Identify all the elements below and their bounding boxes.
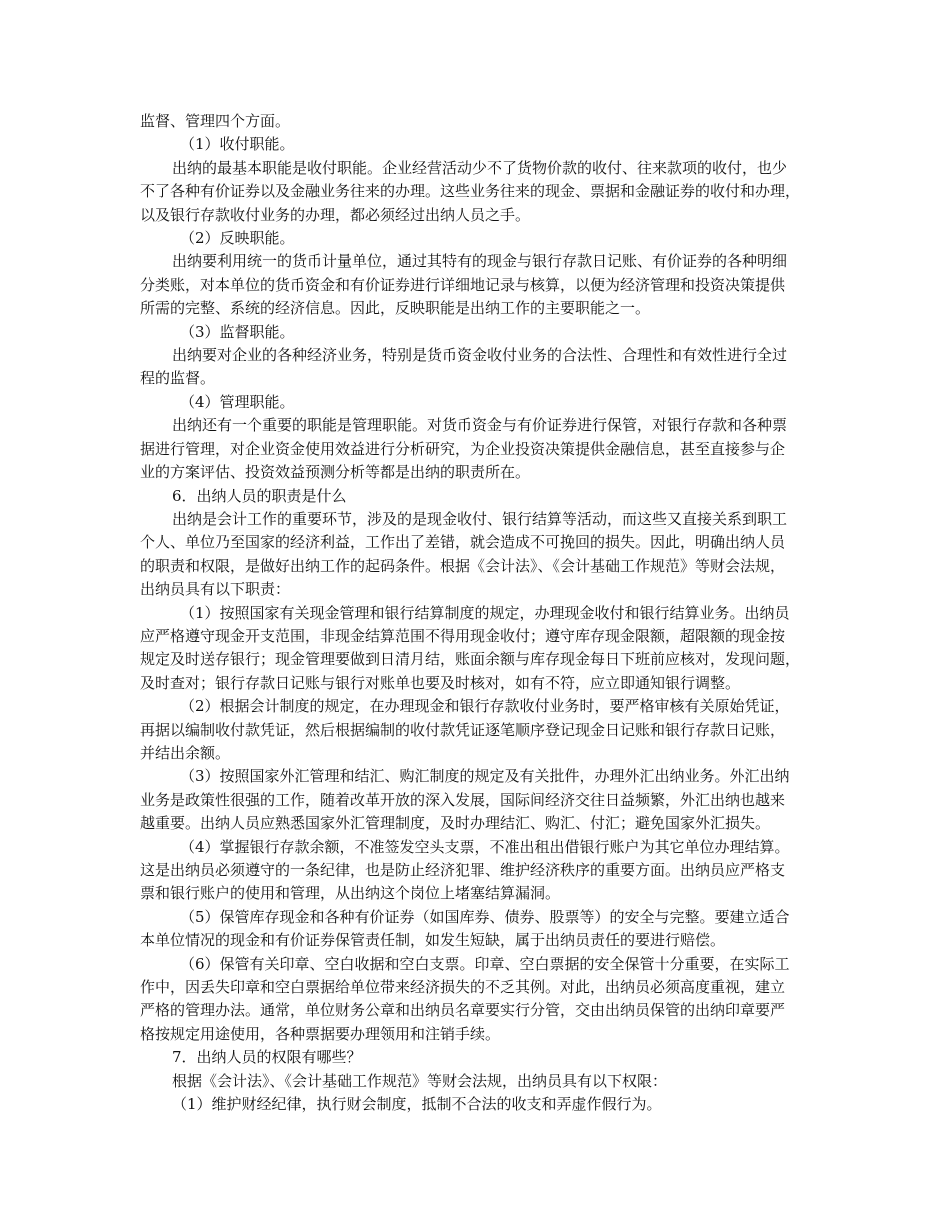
text-line: 规定及时送存银行；现金管理要做到日清月结，账面余额与库存现金每日下班前应核对，发现问题， [140, 650, 801, 669]
text-line: 本单位情况的现金和有价证券保管责任制，如发生短缺，属于出纳员责任的要进行赔偿。 [140, 931, 726, 950]
text-line: 并结出余额。 [140, 743, 231, 762]
text-line: （2）根据会计制度的规定，在办理现金和银行存款收付业务时，要严格审核有关原始凭证， [180, 697, 790, 716]
text-line: 票和银行账户的使用和管理，从出纳这个岗位上堵塞结算漏洞。 [140, 884, 561, 903]
text-line: 这是出纳员必须遵守的一条纪律，也是防止经济犯罪、维护经济秩序的重要方面。出纳员应严格支 [140, 861, 786, 879]
text-line: 出纳员具有以下职责： [140, 580, 291, 599]
text-line: （5）保管库存现金和各种有价证券（如国库券、债券、股票等）的安全与完整。要建立适合 [180, 907, 790, 926]
text-line: 出纳要对企业的各种经济业务，特别是货币资金收付业务的合法性、合理性和有效性进行全过 [172, 346, 788, 365]
text-line: 再据以编制收付款凭证，然后根据编制的收付款凭证逐笔顺序登记现金日记账和银行存款日记账， [140, 720, 786, 739]
text-line: （1）按照国家有关现金管理和银行结算制度的规定，办理现金收付和银行结算业务。出纳员 [180, 603, 790, 622]
text-line: （4）掌握银行存款余额，不准签发空头支票，不准出租出借银行账户为其它单位办理结算。 [180, 837, 790, 856]
text-line: （2）反映职能。 [180, 229, 295, 248]
text-line: 据进行管理，对企业资金使用效益进行分析研究，为企业投资决策提供金融信息，甚至直接参与企 [140, 439, 786, 458]
text-line: （3）监督职能。 [180, 322, 295, 341]
text-line: 出纳要利用统一的货币计量单位，通过其特有的现金与银行存款日记账、有价证券的各种明细 [172, 252, 788, 271]
text-line: 根据《会计法》、《会计基础工作规范》等财会法规，出纳员具有以下权限： [172, 1071, 668, 1090]
text-line: 出纳的最基本职能是收付职能。企业经营活动少不了货物价款的收付、往来款项的收付，也少 [172, 158, 788, 177]
text-line: （6）保管有关印章、空白收据和空白支票。印章、空白票据的安全保管十分重要，在实际工 [180, 954, 790, 973]
text-line: 出纳还有一个重要的职能是管理职能。对货币资金与有价证券进行保管，对银行存款和各种票 [172, 416, 788, 435]
text-line: （3）按照国家外汇管理和结汇、购汇制度的规定及有关批件，办理外汇出纳业务。外汇出纳 [180, 767, 790, 786]
text-line: 业务是政策性很强的工作，随着改革开放的深入发展，国际间经济交往日益频繁，外汇出纳也越来 [140, 790, 786, 809]
text-line: 所需的完整、系统的经济信息。因此，反映职能是出纳工作的主要职能之一。 [140, 299, 651, 318]
text-line: 严格的管理办法。通常，单位财务公章和出纳员名章要实行分管，交由出纳员保管的出纳印章要严 [140, 1001, 786, 1020]
text-line: 的职责和权限，是做好出纳工作的起码条件。根据《会计法》、《会计基础工作规范》等财会法规， [140, 556, 786, 575]
text-line: 出纳是会计工作的重要环节，涉及的是现金收付、银行结算等活动，而这些又直接关系到职工 [172, 509, 788, 528]
text-line: 不了各种有价证券以及金融业务往来的办理。这些业务往来的现金、票据和金融证券的收付和办理， [140, 182, 801, 201]
text-line: 监督、管理四个方面。 [140, 112, 291, 130]
text-line: 业的方案评估、投资效益预测分析等都是出纳的职责所在。 [140, 463, 531, 482]
text-line: 格按规定用途使用，各种票据要办理领用和注销手续。 [140, 1024, 501, 1043]
text-line: 越重要。出纳人员应熟悉国家外汇管理制度，及时办理结汇、购汇、付汇；避免国家外汇损失。 [140, 814, 771, 833]
text-line: （4）管理职能。 [180, 392, 295, 411]
text-line: 程的监督。 [140, 369, 216, 388]
text-line: （1）收付职能。 [180, 135, 295, 154]
text-line: （1）维护财经纪律，执行财会制度，抵制不合法的收支和弄虚作假行为。 [172, 1095, 662, 1114]
text-line: 应严格遵守现金开支范围，非现金结算范围不得用现金收付；遵守库存现金限额，超限额的现金按 [140, 626, 786, 645]
text-line: 及时查对；银行存款日记账与银行对账单也要及时核对，如有不符，应立即通知银行调整。 [140, 673, 741, 692]
text-line: 6．出纳人员的职责是什么 [172, 486, 347, 505]
text-line: 分类账，对本单位的货币资金和有价证券进行详细地记录与核算，以便为经济管理和投资决策提供 [140, 275, 786, 294]
document-body [140, 110, 820, 1116]
text-line: 7．出纳人员的权限有哪些？ [172, 1048, 362, 1067]
text-line: 以及银行存款收付业务的办理，都必须经过出纳人员之手。 [140, 205, 531, 224]
text-line: 作中，因丢失印章和空白票据给单位带来经济损失的不乏其例。对此，出纳员必须高度重视，建立 [140, 978, 786, 997]
text-line: 个人、单位乃至国家的经济利益，工作出了差错，就会造成不可挽回的损失。因此，明确出纳人员 [140, 533, 786, 552]
